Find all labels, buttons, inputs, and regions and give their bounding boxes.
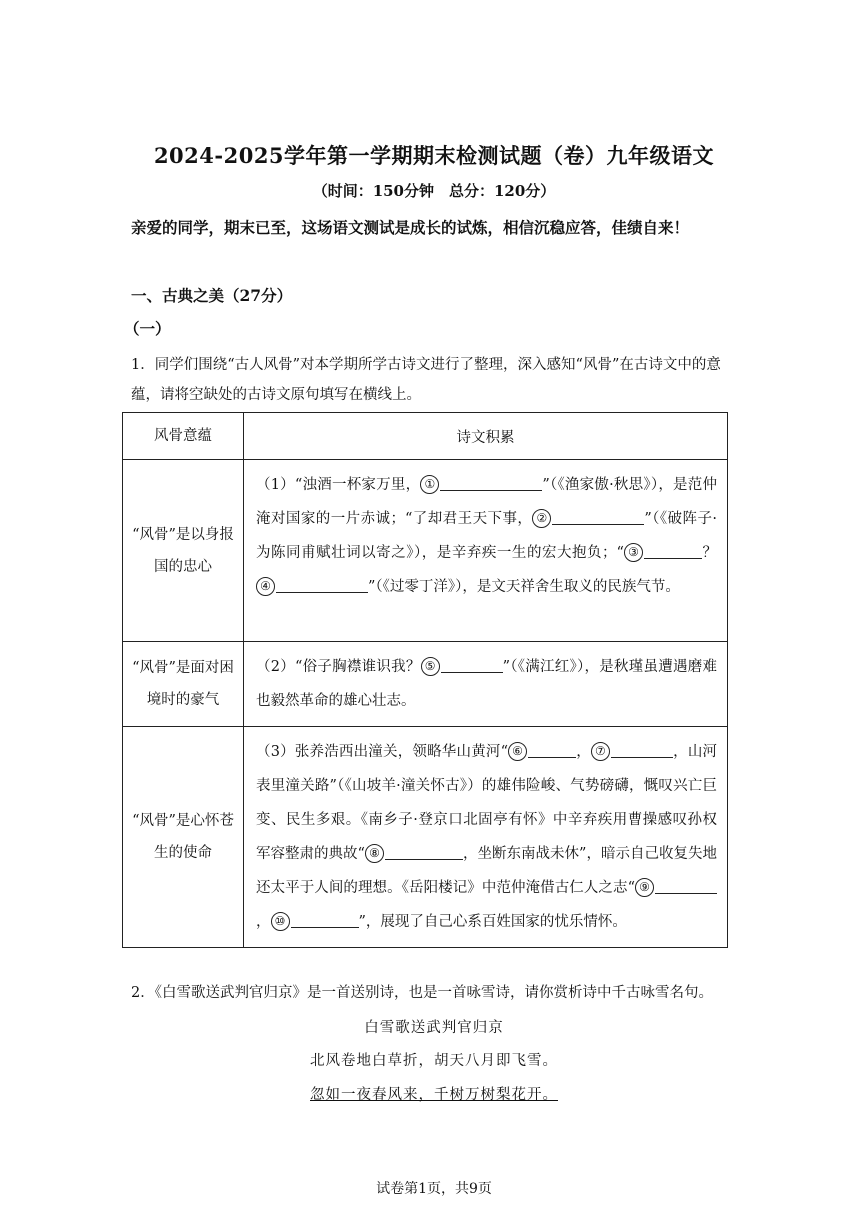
blank-number: ⑥	[508, 742, 527, 761]
blank-number: ⑤	[421, 657, 440, 676]
blank-number: ⑩	[271, 912, 290, 931]
blank-number: ①	[420, 475, 439, 494]
poem-title: 白雪歌送武判官归京	[364, 1020, 504, 1036]
blank-number: ⑨	[635, 878, 654, 897]
blank-number: ⑧	[365, 844, 384, 863]
answer-blank[interactable]	[644, 542, 702, 559]
table-row-label: “风骨”是面对困境时的豪气	[123, 642, 244, 727]
poem-line-1: 北风卷地白草折，胡天八月即飞雪。	[310, 1053, 558, 1069]
table-row-content: （1）“浊酒一杯家万里， ① ”（《渔家傲·秋思》），是范仲淹对国家的一片赤诚；“了却君王天下事， ② ”（《破阵子·为陈同甫赋壮词以寄之》），是辛弃疾一生的宏大抱负；“ ③ ？④ ”（《过零丁洋》），是文天祥舍生取义的民族气节。	[244, 460, 728, 642]
answer-blank[interactable]	[655, 877, 717, 894]
question-1: 1．同学们围绕“古人风骨”对本学期所学古诗文进行了整理，深入感知“风骨”在古诗文中的意蕴，请将空缺处的古诗文原句填写在横线上。	[131, 357, 721, 403]
answer-blank[interactable]	[440, 474, 542, 491]
greeting: 亲爱的同学，期末已至，这场语文测试是成长的试炼，相信沉稳应答，佳绩自来！	[131, 218, 690, 237]
answer-blank[interactable]	[385, 843, 463, 860]
table-row-label: “风骨”是以身报国的忠心	[123, 460, 244, 642]
blank-number: ⑦	[591, 742, 610, 761]
blank-number: ②	[532, 509, 551, 528]
answer-blank[interactable]	[611, 741, 673, 758]
answer-blank[interactable]	[528, 741, 576, 758]
page-footer: 试卷第1页，共9页	[376, 1181, 492, 1197]
answer-blank[interactable]	[552, 508, 644, 525]
exam-subtitle: （时间：150分钟 总分：120分）	[312, 182, 556, 200]
poetry-table	[122, 412, 728, 948]
poem-line-2: 忽如一夜春风来，千树万树梨花开。	[310, 1087, 558, 1103]
table-row-content: （3）张养浩西出潼关，领略华山黄河“ ⑥ ， ⑦ ，山河表里潼关路”（《山坡羊·潼关怀古》）的雄伟险峻、气势磅礴，慨叹兴亡巨变、民生多艰。《南乡子·登京口北固亭有怀》中辛弃疾用曹操感叹孙权军容整肃的典故“ ⑧ ，坐断东南战未休”，暗示自己收复失地还太平于人间的理想。《岳阳楼记》中范仲淹借古仁人之志“ ⑨， ⑩ ”，展现了自己心系百姓国家的忧乐情怀。	[244, 727, 728, 948]
answer-blank[interactable]	[291, 911, 359, 928]
table-row-label: “风骨”是心怀苍生的使命	[123, 727, 244, 948]
section-heading: 一、古典之美（27分）	[131, 286, 293, 305]
table-header-left: 风骨意蕴	[123, 413, 244, 460]
table-row-content: （2）“俗子胸襟谁识我？ ⑤ ”（《满江红》），是秋瑾虽遭遇磨难也毅然革命的雄心壮志。	[244, 642, 728, 727]
question-2: 2．《白雪歌送武判官归京》是一首送别诗，也是一首咏雪诗，请你赏析诗中千古咏雪名句。	[131, 985, 713, 1001]
exam-title: 2024-2025学年第一学期期末检测试题（卷）九年级语文	[153, 143, 715, 168]
answer-blank[interactable]	[441, 656, 503, 673]
answer-blank[interactable]	[276, 576, 368, 593]
subsection-heading: （一）	[124, 319, 171, 338]
blank-number: ④	[256, 577, 275, 596]
blank-number: ③	[624, 543, 643, 562]
table-header-right: 诗文积累	[244, 413, 728, 460]
